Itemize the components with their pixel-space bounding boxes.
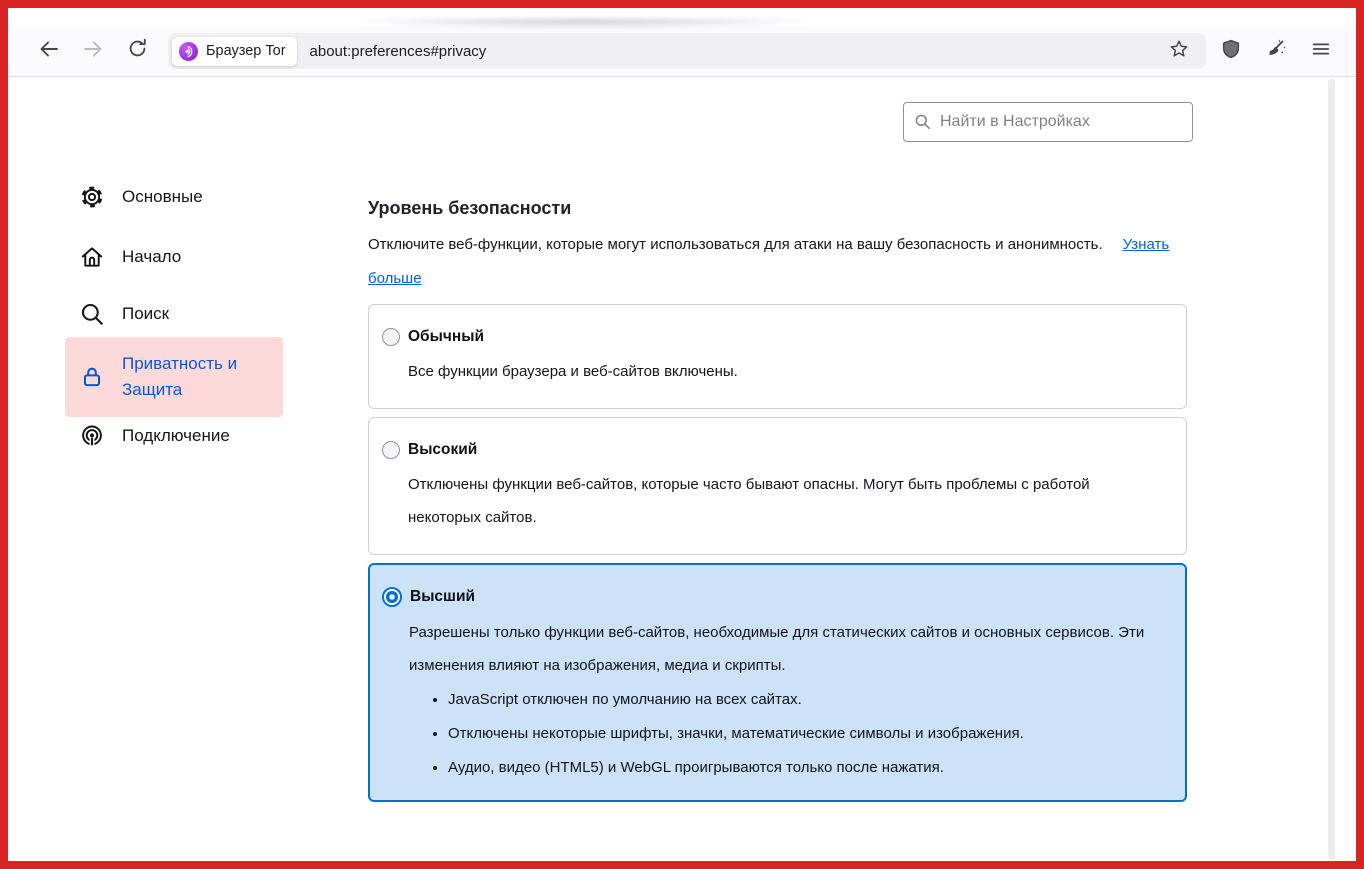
forward-arrow-icon — [81, 37, 105, 66]
learn-more-link[interactable]: Узнать больше — [368, 236, 1170, 287]
preferences-page — [8, 77, 1356, 860]
shield-icon — [1220, 38, 1242, 65]
sidebar-item-privacy[interactable] — [65, 337, 283, 417]
security-option-safest[interactable] — [368, 563, 1187, 802]
vertical-scrollbar[interactable] — [1328, 79, 1335, 860]
section-title: Уровень безопасности — [368, 198, 572, 218]
tab-origin-pill[interactable] — [172, 37, 297, 66]
security-shield-button[interactable] — [1216, 36, 1246, 66]
reload-icon — [126, 37, 149, 65]
back-button[interactable] — [34, 36, 64, 66]
app-menu-button[interactable] — [1306, 36, 1336, 66]
sidebar-item-label: Начало — [122, 247, 182, 266]
option-label: Обычный — [408, 328, 484, 345]
option-bullet: • Аудио, видео (HTML5) и WebGL проигрываются только после нажатия. — [448, 751, 1166, 785]
option-bullet: • JavaScript отключен по умолчанию на всех сайтах. — [448, 683, 1166, 717]
option-bullet-list — [382, 683, 1166, 785]
option-description: Разрешены только функции веб-сайтов, необходимые для статических сайтов и основных сервисов. Эти изменения влияют на изображения, медиа и скрипты. — [409, 624, 1145, 674]
option-description: Отключены функции веб-сайтов, которые часто бывают опасны. Могут быть проблемы с работой некоторых сайтов. — [408, 476, 1090, 526]
settings-search — [903, 102, 1193, 142]
toolbar-right-buttons — [1216, 36, 1336, 66]
section-description: Отключите веб-функции, которые могут использоваться для атаки на вашу безопасность и анонимность. Узнать больше — [368, 236, 1170, 287]
reload-button[interactable] — [122, 36, 152, 66]
hamburger-menu-icon — [1310, 38, 1332, 65]
radio-safer[interactable] — [382, 441, 400, 459]
forward-button[interactable] — [78, 36, 108, 66]
browser-toolbar — [8, 26, 1356, 77]
tab-bottom-shadow — [345, 19, 823, 29]
bookmark-button[interactable] — [1164, 36, 1194, 66]
lock-icon — [78, 364, 105, 390]
security-option-standard[interactable] — [368, 304, 1187, 409]
security-option-safer[interactable] — [368, 417, 1187, 555]
settings-search-input[interactable] — [903, 102, 1193, 142]
url-bar[interactable] — [168, 33, 1206, 69]
new-identity-button[interactable] — [1261, 36, 1291, 66]
sidebar-item-connection[interactable] — [65, 414, 283, 458]
option-description: Все функции браузера и веб-сайтов включены. — [408, 363, 738, 380]
radio-standard[interactable] — [382, 328, 400, 346]
connection-icon — [78, 423, 105, 449]
option-bullet: • Отключены некоторые шрифты, значки, математические символы и изображения. — [448, 717, 1166, 751]
sidebar-item-label: Подключение — [122, 426, 230, 445]
url-text: about:preferences#privacy — [309, 42, 487, 60]
search-icon — [913, 112, 932, 136]
sidebar-item-label: Основные — [122, 187, 203, 206]
back-arrow-icon — [37, 37, 61, 66]
sidebar-item-label: Приватность и Защита — [122, 354, 238, 399]
tor-logo-icon — [179, 42, 198, 61]
home-icon — [78, 244, 105, 270]
bookmark-star-icon — [1168, 38, 1190, 65]
gear-icon — [78, 184, 105, 210]
sidebar-item-general[interactable] — [65, 175, 283, 219]
sidebar-item-search[interactable] — [65, 292, 283, 336]
sidebar-item-label: Поиск — [122, 304, 170, 323]
tab-title: Браузер Tor — [206, 43, 286, 59]
broom-icon — [1264, 37, 1288, 66]
search-icon — [78, 301, 105, 327]
sidebar-item-home[interactable] — [65, 235, 283, 279]
radio-safest[interactable] — [382, 587, 402, 607]
option-label: Высокий — [408, 441, 478, 458]
window-top-strip — [8, 8, 1356, 26]
security-level-section — [368, 198, 1187, 810]
option-label: Высший — [410, 588, 476, 605]
